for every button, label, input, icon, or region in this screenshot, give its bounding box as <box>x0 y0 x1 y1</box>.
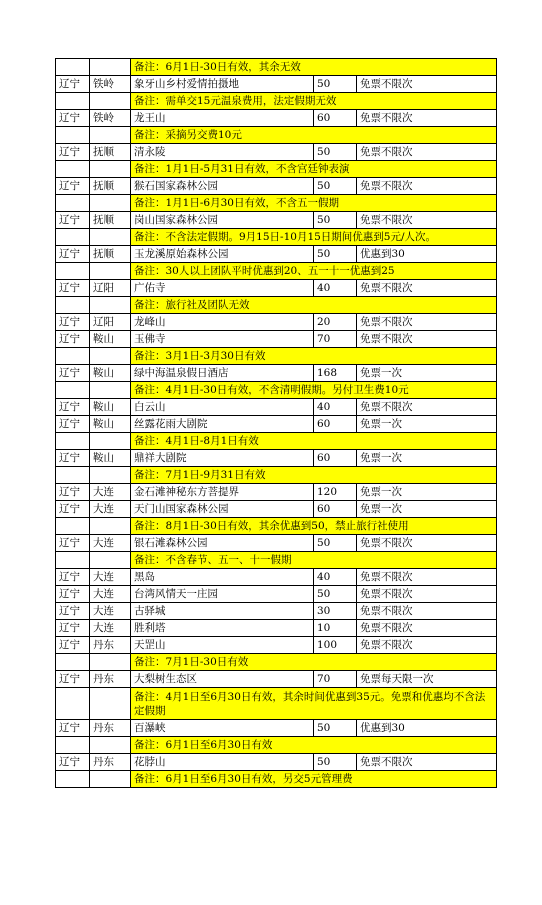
price-cell[interactable]: 70 <box>314 671 357 688</box>
name-cell[interactable]: 天罡山 <box>131 637 314 654</box>
name-cell[interactable]: 黑岛 <box>131 569 314 586</box>
name-cell[interactable]: 玉龙溪原始森林公园 <box>131 246 314 263</box>
table-row <box>56 399 497 416</box>
table-row <box>56 671 497 688</box>
offer-cell[interactable]: 免票不限次 <box>357 620 497 637</box>
city-cell[interactable]: 鞍山 <box>90 365 131 382</box>
offer-cell[interactable]: 免票不限次 <box>357 603 497 620</box>
name-cell[interactable]: 鼎祥大剧院 <box>131 450 314 467</box>
name-cell[interactable]: 大梨树生态区 <box>131 671 314 688</box>
table-row <box>56 720 497 737</box>
table-row <box>56 620 497 637</box>
name-cell[interactable]: 象牙山乡村爱情拍摄地 <box>131 76 314 93</box>
price-cell[interactable]: 60 <box>314 450 357 467</box>
city-cell[interactable]: 大连 <box>90 620 131 637</box>
table-row <box>56 280 497 297</box>
note-row <box>56 297 497 314</box>
city-cell[interactable]: 鞍山 <box>90 399 131 416</box>
note-row <box>56 467 497 484</box>
name-cell[interactable]: 丝露花雨大剧院 <box>131 416 314 433</box>
table-row <box>56 450 497 467</box>
note-row <box>56 654 497 671</box>
city-cell[interactable]: 大连 <box>90 501 131 518</box>
price-cell[interactable]: 40 <box>314 280 357 297</box>
city-cell[interactable]: 丹东 <box>90 754 131 771</box>
city-cell[interactable]: 鞍山 <box>90 450 131 467</box>
province-cell[interactable]: 辽宁 <box>56 110 90 127</box>
name-cell[interactable]: 龙王山 <box>131 110 314 127</box>
empty-cell[interactable] <box>90 552 131 569</box>
city-cell[interactable]: 抚顺 <box>90 246 131 263</box>
province-cell[interactable]: 辽宁 <box>56 501 90 518</box>
offer-cell[interactable]: 免票一次 <box>357 484 497 501</box>
price-cell[interactable]: 50 <box>314 246 357 263</box>
province-cell[interactable]: 辽宁 <box>56 212 90 229</box>
note-cell[interactable]: 备注：不含法定假期。9月15日-10月15日期间优惠到5元/人次。 <box>131 229 497 246</box>
note-row <box>56 518 497 535</box>
table-row <box>56 144 497 161</box>
table-row <box>56 314 497 331</box>
name-cell[interactable]: 玉佛寺 <box>131 331 314 348</box>
city-cell[interactable]: 抚顺 <box>90 212 131 229</box>
province-cell[interactable]: 辽宁 <box>56 720 90 737</box>
province-cell[interactable]: 辽宁 <box>56 603 90 620</box>
offer-cell[interactable]: 优惠到30 <box>357 720 497 737</box>
empty-cell[interactable] <box>56 229 90 246</box>
note-cell[interactable]: 备注：4月1日-30日有效，不含清明假期。另付卫生费10元 <box>131 382 497 399</box>
offer-cell[interactable]: 免票不限次 <box>357 76 497 93</box>
table-row <box>56 365 497 382</box>
name-cell[interactable]: 胜利塔 <box>131 620 314 637</box>
empty-cell[interactable] <box>90 127 131 144</box>
note-cell[interactable]: 备注：30人以上团队平时优惠到20、五一十一优惠到25 <box>131 263 497 280</box>
attraction-table <box>55 58 497 788</box>
province-cell[interactable]: 辽宁 <box>56 246 90 263</box>
note-cell[interactable]: 备注：6月1日至6月30日有效，另交5元管理费 <box>131 771 497 788</box>
price-cell[interactable]: 100 <box>314 637 357 654</box>
province-cell[interactable]: 辽宁 <box>56 365 90 382</box>
table-row <box>56 535 497 552</box>
offer-cell[interactable]: 免票不限次 <box>357 144 497 161</box>
table-body <box>56 59 497 788</box>
price-cell[interactable]: 50 <box>314 144 357 161</box>
province-cell[interactable]: 辽宁 <box>56 535 90 552</box>
offer-cell[interactable]: 免票不限次 <box>357 331 497 348</box>
province-cell[interactable]: 辽宁 <box>56 450 90 467</box>
city-cell[interactable]: 大连 <box>90 603 131 620</box>
table-row <box>56 178 497 195</box>
name-cell[interactable]: 百瀑峡 <box>131 720 314 737</box>
offer-cell[interactable]: 免票每天限一次 <box>357 671 497 688</box>
empty-cell[interactable] <box>56 127 90 144</box>
offer-cell[interactable]: 免票不限次 <box>357 110 497 127</box>
province-cell[interactable]: 辽宁 <box>56 754 90 771</box>
province-cell[interactable]: 辽宁 <box>56 484 90 501</box>
empty-cell[interactable] <box>56 195 90 212</box>
province-cell[interactable]: 辽宁 <box>56 314 90 331</box>
offer-cell[interactable]: 免票不限次 <box>357 586 497 603</box>
table-row <box>56 246 497 263</box>
empty-cell[interactable] <box>90 467 131 484</box>
offer-cell[interactable]: 免票不限次 <box>357 754 497 771</box>
name-cell[interactable]: 金石滩神秘东方菩提界 <box>131 484 314 501</box>
note-cell[interactable]: 备注：不含春节、五一、十一假期 <box>131 552 497 569</box>
empty-cell[interactable] <box>56 59 90 76</box>
province-cell[interactable]: 辽宁 <box>56 569 90 586</box>
city-cell[interactable]: 大连 <box>90 586 131 603</box>
table-row <box>56 331 497 348</box>
note-row <box>56 229 497 246</box>
empty-cell[interactable] <box>90 688 131 720</box>
empty-cell[interactable] <box>56 433 90 450</box>
empty-cell[interactable] <box>56 654 90 671</box>
city-cell[interactable]: 铁岭 <box>90 110 131 127</box>
province-cell[interactable]: 辽宁 <box>56 416 90 433</box>
city-cell[interactable]: 大连 <box>90 535 131 552</box>
note-row <box>56 348 497 365</box>
table-row <box>56 603 497 620</box>
note-cell[interactable]: 备注：7月1日-30日有效 <box>131 654 497 671</box>
province-cell[interactable]: 辽宁 <box>56 331 90 348</box>
note-cell[interactable]: 备注：需单交15元温泉费用，法定假期无效 <box>131 93 497 110</box>
empty-cell[interactable] <box>56 552 90 569</box>
empty-cell[interactable] <box>90 348 131 365</box>
note-cell[interactable]: 备注：6月1日至6月30日有效 <box>131 737 497 754</box>
note-cell[interactable]: 备注：7月1日-9月31日有效 <box>131 467 497 484</box>
note-cell[interactable]: 备注：采摘另交费10元 <box>131 127 497 144</box>
name-cell[interactable]: 清永陵 <box>131 144 314 161</box>
province-cell[interactable]: 辽宁 <box>56 76 90 93</box>
offer-cell[interactable]: 免票一次 <box>357 450 497 467</box>
name-cell[interactable]: 龙峰山 <box>131 314 314 331</box>
note-row <box>56 688 497 720</box>
name-cell[interactable]: 天门山国家森林公园 <box>131 501 314 518</box>
province-cell[interactable]: 辽宁 <box>56 620 90 637</box>
empty-cell[interactable] <box>90 263 131 280</box>
empty-cell[interactable] <box>90 771 131 788</box>
empty-cell[interactable] <box>56 348 90 365</box>
price-cell[interactable]: 168 <box>314 365 357 382</box>
price-cell[interactable]: 50 <box>314 178 357 195</box>
price-cell[interactable]: 50 <box>314 76 357 93</box>
city-cell[interactable]: 丹东 <box>90 671 131 688</box>
city-cell[interactable]: 抚顺 <box>90 144 131 161</box>
price-cell[interactable]: 50 <box>314 586 357 603</box>
table-row <box>56 110 497 127</box>
table-row <box>56 501 497 518</box>
note-row <box>56 59 497 76</box>
offer-cell[interactable]: 免票不限次 <box>357 178 497 195</box>
table-row <box>56 569 497 586</box>
offer-cell[interactable]: 免票不限次 <box>357 314 497 331</box>
price-cell[interactable]: 70 <box>314 331 357 348</box>
name-cell[interactable]: 银石滩森林公园 <box>131 535 314 552</box>
offer-cell[interactable]: 免票一次 <box>357 501 497 518</box>
note-cell[interactable]: 备注：4月1日-8月1日有效 <box>131 433 497 450</box>
offer-cell[interactable]: 免票不限次 <box>357 212 497 229</box>
name-cell[interactable]: 岗山国家森林公园 <box>131 212 314 229</box>
province-cell[interactable]: 辽宁 <box>56 178 90 195</box>
offer-cell[interactable]: 免票不限次 <box>357 637 497 654</box>
price-cell[interactable]: 30 <box>314 603 357 620</box>
city-cell[interactable]: 大连 <box>90 569 131 586</box>
price-cell[interactable]: 20 <box>314 314 357 331</box>
note-cell[interactable]: 备注：1月1日-5月31日有效，不含宫廷钟表演 <box>131 161 497 178</box>
empty-cell[interactable] <box>90 382 131 399</box>
city-cell[interactable]: 辽阳 <box>90 280 131 297</box>
empty-cell[interactable] <box>56 771 90 788</box>
note-row <box>56 161 497 178</box>
city-cell[interactable]: 铁岭 <box>90 76 131 93</box>
table-row <box>56 416 497 433</box>
empty-cell[interactable] <box>90 59 131 76</box>
empty-cell[interactable] <box>56 737 90 754</box>
note-cell[interactable]: 备注：1月1日-6月30日有效，不含五一假期 <box>131 195 497 212</box>
province-cell[interactable]: 辽宁 <box>56 144 90 161</box>
price-cell[interactable]: 120 <box>314 484 357 501</box>
empty-cell[interactable] <box>56 688 90 720</box>
province-cell[interactable]: 辽宁 <box>56 399 90 416</box>
empty-cell[interactable] <box>56 518 90 535</box>
city-cell[interactable]: 抚顺 <box>90 178 131 195</box>
empty-cell[interactable] <box>56 382 90 399</box>
table-row <box>56 76 497 93</box>
note-row <box>56 433 497 450</box>
empty-cell[interactable] <box>56 467 90 484</box>
note-row <box>56 382 497 399</box>
offer-cell[interactable]: 免票一次 <box>357 416 497 433</box>
note-row <box>56 127 497 144</box>
table-row <box>56 586 497 603</box>
note-cell[interactable]: 备注：4月1日至6月30日有效，其余时间优惠到35元。免票和优惠均不含法定假期 <box>131 688 497 720</box>
note-row <box>56 263 497 280</box>
empty-cell[interactable] <box>90 229 131 246</box>
name-cell[interactable]: 绿中海温泉假日酒店 <box>131 365 314 382</box>
empty-cell[interactable] <box>90 518 131 535</box>
province-cell[interactable]: 辽宁 <box>56 280 90 297</box>
empty-cell[interactable] <box>90 161 131 178</box>
empty-cell[interactable] <box>56 297 90 314</box>
empty-cell[interactable] <box>90 195 131 212</box>
offer-cell[interactable]: 免票一次 <box>357 365 497 382</box>
table-row <box>56 484 497 501</box>
price-cell[interactable]: 50 <box>314 212 357 229</box>
table-row <box>56 754 497 771</box>
city-cell[interactable]: 辽阳 <box>90 314 131 331</box>
empty-cell[interactable] <box>90 737 131 754</box>
name-cell[interactable]: 白云山 <box>131 399 314 416</box>
price-cell[interactable]: 60 <box>314 501 357 518</box>
price-cell[interactable]: 50 <box>314 535 357 552</box>
price-cell[interactable]: 50 <box>314 754 357 771</box>
price-cell[interactable]: 40 <box>314 399 357 416</box>
offer-cell[interactable]: 免票不限次 <box>357 569 497 586</box>
note-row <box>56 771 497 788</box>
note-row <box>56 93 497 110</box>
empty-cell[interactable] <box>56 263 90 280</box>
price-cell[interactable]: 40 <box>314 569 357 586</box>
offer-cell[interactable]: 免票不限次 <box>357 399 497 416</box>
offer-cell[interactable]: 优惠到30 <box>357 246 497 263</box>
note-row <box>56 552 497 569</box>
note-cell[interactable]: 备注：旅行社及团队无效 <box>131 297 497 314</box>
price-cell[interactable]: 10 <box>314 620 357 637</box>
city-cell[interactable]: 丹东 <box>90 637 131 654</box>
note-cell[interactable]: 备注：8月1日-30日有效，其余优惠到50，禁止旅行社使用 <box>131 518 497 535</box>
empty-cell[interactable] <box>90 93 131 110</box>
city-cell[interactable]: 鞍山 <box>90 331 131 348</box>
price-cell[interactable]: 60 <box>314 416 357 433</box>
city-cell[interactable]: 大连 <box>90 484 131 501</box>
province-cell[interactable]: 辽宁 <box>56 671 90 688</box>
province-cell[interactable]: 辽宁 <box>56 637 90 654</box>
empty-cell[interactable] <box>90 297 131 314</box>
table-row <box>56 637 497 654</box>
spreadsheet <box>55 58 497 788</box>
price-cell[interactable]: 60 <box>314 110 357 127</box>
empty-cell[interactable] <box>90 654 131 671</box>
empty-cell[interactable] <box>56 93 90 110</box>
name-cell[interactable]: 广佑寺 <box>131 280 314 297</box>
price-cell[interactable]: 50 <box>314 720 357 737</box>
note-row <box>56 737 497 754</box>
note-cell[interactable]: 备注：6月1日-30日有效，其余无效 <box>131 59 497 76</box>
city-cell[interactable]: 丹东 <box>90 720 131 737</box>
note-row <box>56 195 497 212</box>
province-cell[interactable]: 辽宁 <box>56 586 90 603</box>
city-cell[interactable]: 鞍山 <box>90 416 131 433</box>
offer-cell[interactable]: 免票不限次 <box>357 535 497 552</box>
empty-cell[interactable] <box>56 161 90 178</box>
empty-cell[interactable] <box>90 433 131 450</box>
table-row <box>56 212 497 229</box>
offer-cell[interactable]: 免票不限次 <box>357 280 497 297</box>
name-cell[interactable]: 猴石国家森林公园 <box>131 178 314 195</box>
name-cell[interactable]: 花脖山 <box>131 754 314 771</box>
name-cell[interactable]: 台湾风情天一庄园 <box>131 586 314 603</box>
note-cell[interactable]: 备注：3月1日-3月30日有效 <box>131 348 497 365</box>
name-cell[interactable]: 古驿城 <box>131 603 314 620</box>
